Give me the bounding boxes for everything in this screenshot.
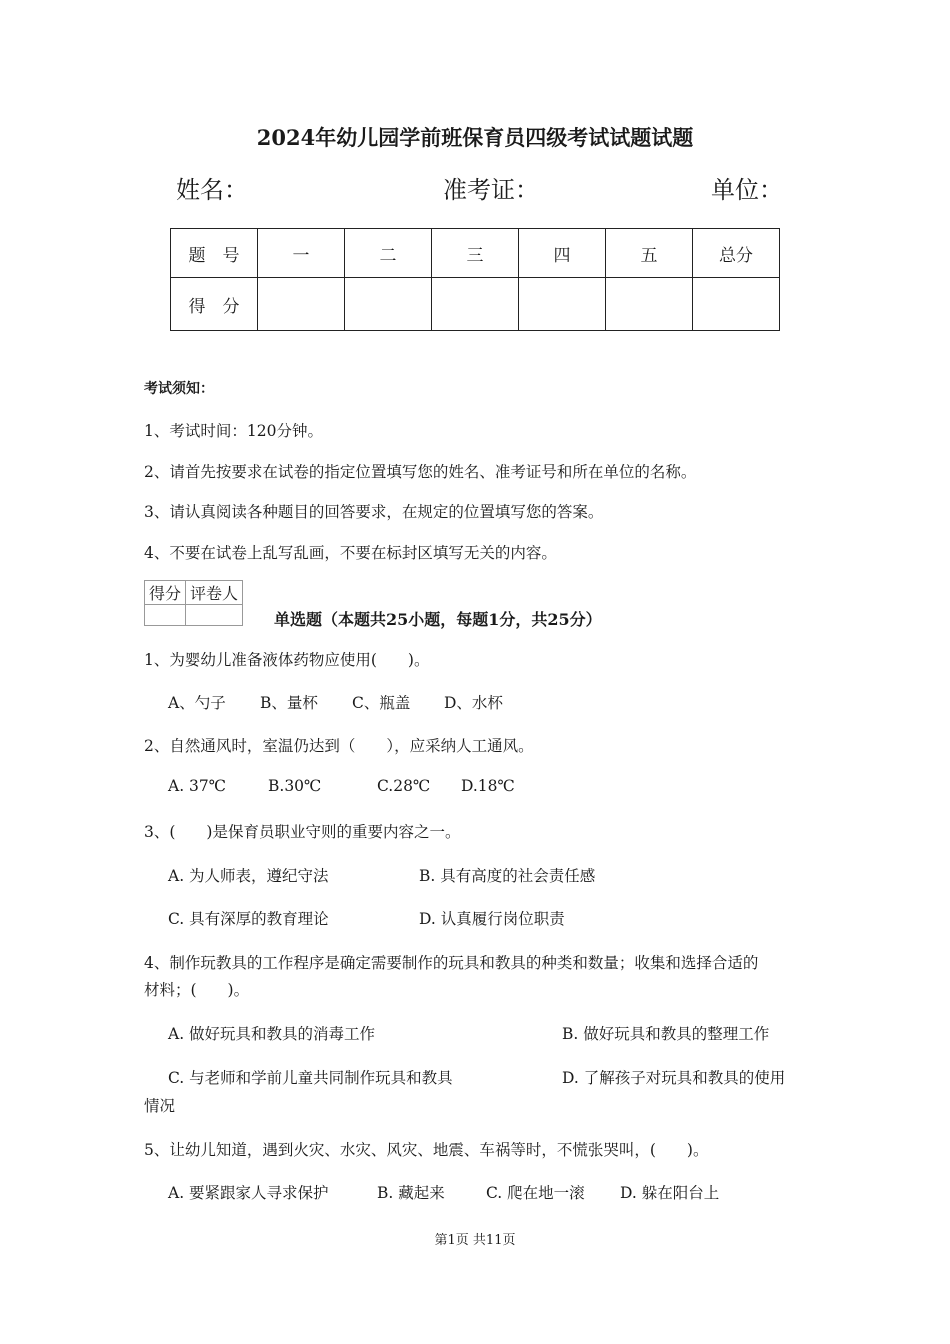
grader-box-grader-cell[interactable] (186, 605, 243, 626)
score-table-header-cell: 一 (258, 229, 345, 278)
exam-id-field-label: 准考证： (443, 176, 539, 204)
question-option: B. 具有高度的社会责任感 (419, 867, 596, 885)
name-field-label: 姓名： (176, 176, 248, 204)
page-title: 2024年幼儿园学前班保育员四级考试试题试题 (256, 125, 694, 150)
question-option: D. 了解孩子对玩具和教具的使用 (562, 1069, 786, 1087)
score-cell[interactable] (606, 278, 693, 331)
question-option-wrap: 情况 (144, 1097, 176, 1115)
question-stem: 2、自然通风时，室温仍达到（ ），应采纳人工通风。 (144, 737, 534, 755)
question-stem-continued: 材料；( )。 (144, 981, 250, 999)
score-cell[interactable] (258, 278, 345, 331)
grader-box (144, 580, 243, 626)
question-option: B、量杯 (260, 694, 318, 712)
score-table-header-cell: 二 (345, 229, 432, 278)
score-table-header-cell: 题 号 (171, 229, 258, 278)
score-cell[interactable] (432, 278, 519, 331)
question-option: D.18℃ (461, 777, 515, 795)
notice-item: 4、不要在试卷上乱写乱画，不要在标封区填写无关的内容。 (144, 544, 557, 562)
question-option: C、瓶盖 (352, 694, 411, 712)
question-option: A. 为人师表，遵纪守法 (168, 867, 329, 885)
question-option: C. 与老师和学前儿童共同制作玩具和教具 (168, 1069, 453, 1087)
notice-item: 3、请认真阅读各种题目的回答要求，在规定的位置填写您的答案。 (144, 503, 604, 521)
question-option: D. 躲在阳台上 (620, 1184, 720, 1202)
question-option: D、水杯 (444, 694, 503, 712)
question-option: B. 做好玩具和教具的整理工作 (562, 1025, 770, 1043)
score-cell[interactable] (345, 278, 432, 331)
grader-box-score-cell[interactable] (145, 605, 186, 626)
question-option: C. 具有深厚的教育理论 (168, 910, 329, 928)
question-stem: 3、( )是保育员职业守则的重要内容之一。 (144, 823, 461, 841)
question-option: A、勺子 (168, 694, 226, 712)
notice-item: 2、请首先按要求在试卷的指定位置填写您的姓名、准考证号和所在单位的名称。 (144, 463, 697, 481)
score-table-header-cell: 五 (606, 229, 693, 278)
question-option: B.30℃ (268, 777, 322, 795)
question-stem: 5、让幼儿知道，遇到火灾、水灾、风灾、地震、车祸等时，不慌张哭叫，( )。 (144, 1141, 709, 1159)
unit-field-label: 单位： (711, 176, 783, 204)
grader-box-score-label: 得分 (145, 581, 186, 605)
section-title: 单选题（本题共25小题，每题1分，共25分） (274, 610, 602, 629)
page-footer: 第1页 共11页 (434, 1233, 516, 1248)
question-option: A. 37℃ (168, 777, 227, 795)
score-table (170, 228, 780, 331)
score-table-header-cell: 总分 (693, 229, 780, 278)
notice-item: 1、考试时间：120分钟。 (144, 422, 323, 440)
score-table-score-row (171, 278, 780, 331)
question-option: A. 做好玩具和教具的消毒工作 (168, 1025, 376, 1043)
question-option: B. 藏起来 (377, 1184, 445, 1202)
question-option: D. 认真履行岗位职责 (419, 910, 565, 928)
question-option: C.28℃ (377, 777, 431, 795)
question-option: A. 要紧跟家人寻求保护 (168, 1184, 329, 1202)
grader-box-grader-label: 评卷人 (186, 581, 243, 605)
notice-heading: 考试须知： (144, 381, 214, 397)
question-stem: 4、制作玩教具的工作程序是确定需要制作的玩具和教具的种类和数量；收集和选择合适的 (144, 954, 759, 972)
score-table-row-label: 得 分 (171, 278, 258, 331)
question-stem: 1、为婴幼儿准备液体药物应使用( )。 (144, 651, 430, 669)
score-cell[interactable] (519, 278, 606, 331)
score-table-header-cell: 三 (432, 229, 519, 278)
score-table-header-row (171, 229, 780, 278)
score-cell[interactable] (693, 278, 780, 331)
question-option: C. 爬在地一滚 (486, 1184, 585, 1202)
score-table-header-cell: 四 (519, 229, 606, 278)
